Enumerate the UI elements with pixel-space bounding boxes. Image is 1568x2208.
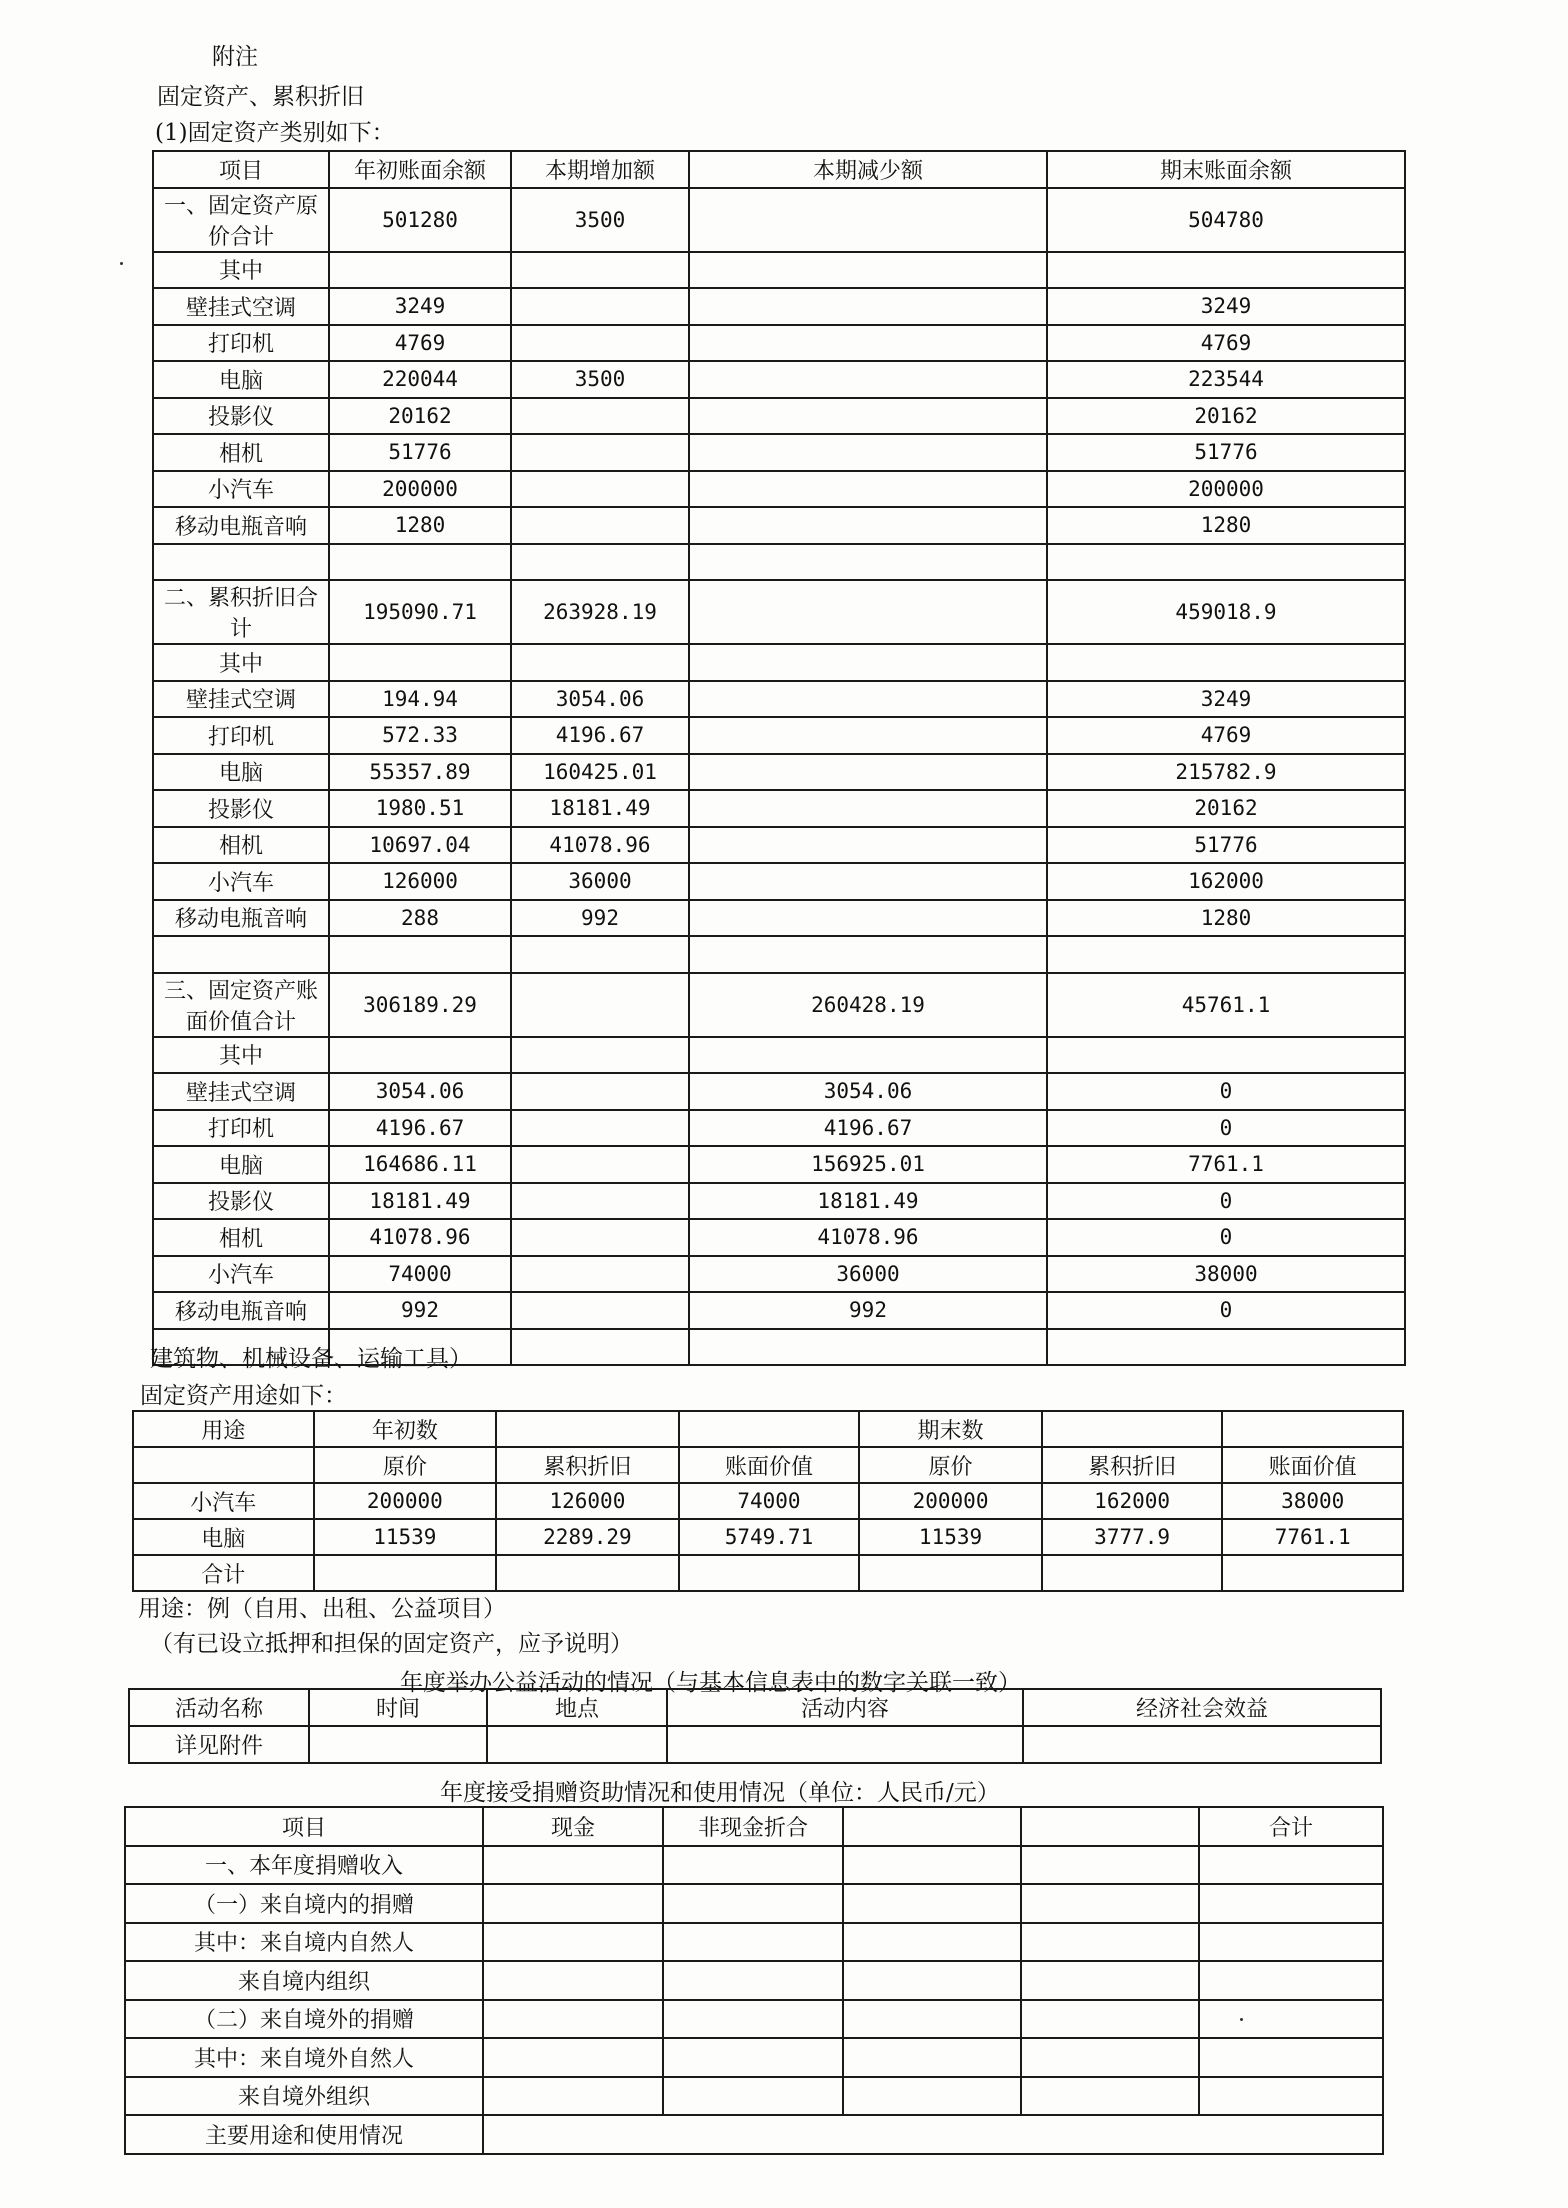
asset-row xyxy=(153,717,1405,754)
donation-cell xyxy=(1199,2038,1383,2077)
asset-cell-decrease xyxy=(689,900,1047,937)
asset-cell-end: 20162 xyxy=(1047,790,1405,827)
main-use-label: 主要用途和使用情况 xyxy=(125,2115,483,2154)
asset-cell-end: 51776 xyxy=(1047,434,1405,471)
usage-cell: 2289.29 xyxy=(496,1519,679,1555)
fuzhu-label: 附注 xyxy=(212,44,258,70)
usage-cell: 7761.1 xyxy=(1222,1519,1403,1555)
asset-cell-decrease xyxy=(689,361,1047,398)
asset-category-table xyxy=(152,150,1406,1366)
header-end-balance: 期末账面余额 xyxy=(1047,151,1405,188)
donation-cell xyxy=(843,1884,1021,1923)
usage-cell xyxy=(314,1555,497,1591)
usage-cell: 38000 xyxy=(1222,1483,1403,1519)
asset-cell-end: 459018.9 xyxy=(1047,580,1405,644)
asset-cell-begin: 20162 xyxy=(329,398,511,435)
asset-cell-end: 162000 xyxy=(1047,863,1405,900)
asset-cell-increase xyxy=(511,1146,689,1183)
usage-cell: 200000 xyxy=(859,1483,1042,1519)
asset-cell-increase xyxy=(511,252,689,289)
asset-cell-end: 0 xyxy=(1047,1110,1405,1147)
donation-title: 年度接受捐赠资助情况和使用情况（单位：人民币/元） xyxy=(440,1780,1000,1806)
asset-cell-label: 移动电瓶音响 xyxy=(153,900,329,937)
asset-cell-increase xyxy=(511,1256,689,1293)
asset-cell-end: 1280 xyxy=(1047,507,1405,544)
asset-row xyxy=(153,288,1405,325)
asset-cell-decrease: 3054.06 xyxy=(689,1073,1047,1110)
asset-cell-label: 三、固定资产账面价值合计 xyxy=(153,973,329,1037)
asset-cell-increase: 36000 xyxy=(511,863,689,900)
asset-row xyxy=(153,681,1405,718)
donation-cell xyxy=(843,1846,1021,1885)
usage-cell: 11539 xyxy=(314,1519,497,1555)
donation-cell xyxy=(1021,1846,1199,1885)
asset-cell-decrease: 36000 xyxy=(689,1256,1047,1293)
asset-cell-decrease: 156925.01 xyxy=(689,1146,1047,1183)
donation-row xyxy=(125,1846,1383,1885)
donation-cell xyxy=(663,2077,843,2116)
scan-speck xyxy=(120,262,123,265)
asset-subtitle: (1)固定资产类别如下： xyxy=(155,120,395,146)
asset-cell-increase xyxy=(511,1073,689,1110)
asset-cell-end: 0 xyxy=(1047,1073,1405,1110)
asset-row xyxy=(153,1073,1405,1110)
usage-cell: 3777.9 xyxy=(1042,1519,1223,1555)
asset-row xyxy=(153,434,1405,471)
donation-cell xyxy=(843,2077,1021,2116)
activity-header: 活动内容 xyxy=(667,1689,1023,1726)
asset-cell-end: 0 xyxy=(1047,1219,1405,1256)
asset-cell-increase xyxy=(511,288,689,325)
asset-cell-end: 7761.1 xyxy=(1047,1146,1405,1183)
asset-cell-increase xyxy=(511,325,689,362)
asset-cell-begin: 126000 xyxy=(329,863,511,900)
asset-cell-begin xyxy=(329,1037,511,1074)
donation-cell xyxy=(663,1923,843,1962)
donation-row-label: 其中：来自境外自然人 xyxy=(125,2038,483,2077)
asset-cell-increase: 992 xyxy=(511,900,689,937)
donation-row xyxy=(125,1961,1383,2000)
usage-example-note: 用途：例（自用、出租、公益项目） xyxy=(138,1596,506,1622)
asset-row xyxy=(153,471,1405,508)
asset-cell-begin: 501280 xyxy=(329,188,511,252)
donation-row-label: 来自境内组织 xyxy=(125,1961,483,2000)
asset-cell-label: 打印机 xyxy=(153,325,329,362)
asset-cell-increase: 160425.01 xyxy=(511,754,689,791)
usage-row xyxy=(133,1483,1403,1519)
asset-cell-label: 其中 xyxy=(153,252,329,289)
asset-row xyxy=(153,973,1405,1037)
donation-cell xyxy=(483,1961,663,2000)
donation-header: 项目 xyxy=(125,1807,483,1846)
activity-cell xyxy=(487,1726,667,1763)
asset-cell-end: 4769 xyxy=(1047,325,1405,362)
usage-cell xyxy=(859,1555,1042,1591)
asset-cell-label: 其中 xyxy=(153,644,329,681)
asset-cell-label: 其中 xyxy=(153,1037,329,1074)
asset-cell-increase xyxy=(511,544,689,581)
asset-cell-begin: 41078.96 xyxy=(329,1219,511,1256)
asset-cell-decrease xyxy=(689,188,1047,252)
donation-cell xyxy=(843,2000,1021,2039)
asset-cell-label: 相机 xyxy=(153,434,329,471)
asset-cell-increase xyxy=(511,936,689,973)
asset-cell-increase xyxy=(511,471,689,508)
end-group-header: 期末数 xyxy=(859,1411,1042,1447)
asset-cell-increase: 3500 xyxy=(511,188,689,252)
asset-cell-decrease xyxy=(689,434,1047,471)
donation-header xyxy=(843,1807,1021,1846)
asset-cell-increase xyxy=(511,1329,689,1366)
asset-cell-end xyxy=(1047,1329,1405,1366)
donation-row-label: 来自境外组织 xyxy=(125,2077,483,2116)
asset-kinds-note: 建筑物、机械设备、运输工具） xyxy=(150,1346,472,1372)
donation-cell xyxy=(1199,1846,1383,1885)
asset-cell-begin xyxy=(329,936,511,973)
donation-row-label: （二）来自境外的捐赠 xyxy=(125,2000,483,2039)
asset-cell-begin: 200000 xyxy=(329,471,511,508)
asset-cell-end: 3249 xyxy=(1047,681,1405,718)
asset-row xyxy=(153,252,1405,289)
activity-cell: 详见附件 xyxy=(129,1726,309,1763)
usage-cell: 162000 xyxy=(1042,1483,1223,1519)
asset-cell-increase xyxy=(511,1110,689,1147)
asset-cell-label: 移动电瓶音响 xyxy=(153,1292,329,1329)
asset-cell-increase: 3500 xyxy=(511,361,689,398)
asset-cell-increase xyxy=(511,1292,689,1329)
asset-cell-increase: 41078.96 xyxy=(511,827,689,864)
asset-row xyxy=(153,754,1405,791)
asset-cell-begin: 288 xyxy=(329,900,511,937)
asset-row xyxy=(153,1292,1405,1329)
sub-header: 累积折旧 xyxy=(496,1447,679,1483)
donation-cell xyxy=(483,1884,663,1923)
asset-cell-increase xyxy=(511,507,689,544)
donation-row xyxy=(125,2077,1383,2116)
usage-cell: 126000 xyxy=(496,1483,679,1519)
usage-row xyxy=(133,1519,1403,1555)
donation-cell xyxy=(1021,1884,1199,1923)
asset-row xyxy=(153,790,1405,827)
asset-cell-decrease: 992 xyxy=(689,1292,1047,1329)
asset-cell-begin xyxy=(329,644,511,681)
asset-cell-begin: 3054.06 xyxy=(329,1073,511,1110)
donation-cell xyxy=(1021,2038,1199,2077)
asset-cell-increase xyxy=(511,434,689,471)
asset-cell-begin: 1980.51 xyxy=(329,790,511,827)
activity-cell xyxy=(667,1726,1023,1763)
sub-header: 账面价值 xyxy=(1222,1447,1403,1483)
activity-header: 地点 xyxy=(487,1689,667,1726)
asset-cell-begin: 195090.71 xyxy=(329,580,511,644)
usage-cell xyxy=(496,1555,679,1591)
asset-cell-label: 相机 xyxy=(153,1219,329,1256)
asset-cell-decrease xyxy=(689,580,1047,644)
asset-row xyxy=(153,1037,1405,1074)
asset-cell-label: 壁挂式空调 xyxy=(153,288,329,325)
asset-cell-increase xyxy=(511,1219,689,1256)
asset-cell-decrease xyxy=(689,471,1047,508)
asset-cell-begin: 10697.04 xyxy=(329,827,511,864)
asset-cell-label: 打印机 xyxy=(153,717,329,754)
donation-cell xyxy=(1199,1884,1383,1923)
asset-cell-increase: 18181.49 xyxy=(511,790,689,827)
asset-cell-end: 215782.9 xyxy=(1047,754,1405,791)
usage-cell: 5749.71 xyxy=(679,1519,860,1555)
usage-row-label: 小汽车 xyxy=(133,1483,314,1519)
asset-cell-label: 壁挂式空调 xyxy=(153,681,329,718)
asset-cell-increase xyxy=(511,1037,689,1074)
donation-cell xyxy=(663,2038,843,2077)
asset-cell-begin: 572.33 xyxy=(329,717,511,754)
main-use-cell xyxy=(483,2115,1383,2154)
asset-row xyxy=(153,827,1405,864)
asset-cell-decrease xyxy=(689,288,1047,325)
asset-row xyxy=(153,188,1405,252)
asset-cell-decrease xyxy=(689,507,1047,544)
asset-cell-label: 壁挂式空调 xyxy=(153,1073,329,1110)
asset-cell-end: 0 xyxy=(1047,1183,1405,1220)
asset-row xyxy=(153,900,1405,937)
asset-cell-decrease: 41078.96 xyxy=(689,1219,1047,1256)
asset-cell-label: 电脑 xyxy=(153,754,329,791)
donation-row xyxy=(125,1923,1383,1962)
asset-cell-end xyxy=(1047,252,1405,289)
asset-row xyxy=(153,644,1405,681)
asset-cell-decrease: 4196.67 xyxy=(689,1110,1047,1147)
asset-cell-label: 一、固定资产原价合计 xyxy=(153,188,329,252)
header-decrease: 本期减少额 xyxy=(689,151,1047,188)
donation-header: 合计 xyxy=(1199,1807,1383,1846)
asset-cell-begin: 4196.67 xyxy=(329,1110,511,1147)
asset-cell-decrease xyxy=(689,1037,1047,1074)
asset-cell-label: 相机 xyxy=(153,827,329,864)
donation-table xyxy=(124,1806,1384,2155)
asset-cell-begin: 55357.89 xyxy=(329,754,511,791)
donation-cell xyxy=(843,1961,1021,2000)
asset-cell-label: 小汽车 xyxy=(153,1256,329,1293)
header-item: 项目 xyxy=(153,151,329,188)
asset-row xyxy=(153,398,1405,435)
asset-cell-decrease xyxy=(689,827,1047,864)
activity-cell xyxy=(1023,1726,1381,1763)
asset-row xyxy=(153,1146,1405,1183)
asset-cell-increase xyxy=(511,973,689,1037)
asset-cell-begin: 18181.49 xyxy=(329,1183,511,1220)
usage-cell xyxy=(1042,1555,1223,1591)
sub-header: 原价 xyxy=(859,1447,1042,1483)
asset-cell-end: 504780 xyxy=(1047,188,1405,252)
asset-cell-begin: 74000 xyxy=(329,1256,511,1293)
asset-cell-begin xyxy=(329,544,511,581)
donation-row-label: 一、本年度捐赠收入 xyxy=(125,1846,483,1885)
asset-cell-label: 小汽车 xyxy=(153,471,329,508)
usage-cell: 74000 xyxy=(679,1483,860,1519)
asset-cell-begin: 164686.11 xyxy=(329,1146,511,1183)
sub-header: 累积折旧 xyxy=(1042,1447,1223,1483)
donation-header: 现金 xyxy=(483,1807,663,1846)
usage-row xyxy=(133,1555,1403,1591)
asset-cell-decrease xyxy=(689,681,1047,718)
asset-cell-label: 投影仪 xyxy=(153,790,329,827)
asset-cell-increase xyxy=(511,398,689,435)
asset-cell-begin xyxy=(329,252,511,289)
section-title: 固定资产、累积折旧 xyxy=(157,84,364,110)
usage-cell: 11539 xyxy=(859,1519,1042,1555)
activity-header: 时间 xyxy=(309,1689,487,1726)
asset-cell-decrease xyxy=(689,717,1047,754)
asset-cell-begin: 220044 xyxy=(329,361,511,398)
asset-cell-end: 45761.1 xyxy=(1047,973,1405,1037)
asset-cell-end: 20162 xyxy=(1047,398,1405,435)
asset-cell-increase xyxy=(511,1183,689,1220)
asset-row xyxy=(153,1219,1405,1256)
donation-cell xyxy=(663,1884,843,1923)
donation-header xyxy=(1021,1807,1199,1846)
donation-row xyxy=(125,2038,1383,2077)
donation-row-label: （一）来自境内的捐赠 xyxy=(125,1884,483,1923)
asset-cell-label: 电脑 xyxy=(153,361,329,398)
asset-cell-end: 4769 xyxy=(1047,717,1405,754)
header-increase: 本期增加额 xyxy=(511,151,689,188)
donation-cell xyxy=(1199,1923,1383,1962)
asset-row xyxy=(153,1256,1405,1293)
donation-cell xyxy=(1199,2000,1383,2039)
asset-row xyxy=(153,863,1405,900)
asset-cell-end: 1280 xyxy=(1047,900,1405,937)
asset-cell-label: 电脑 xyxy=(153,1146,329,1183)
donation-cell xyxy=(1199,2077,1383,2116)
donation-cell xyxy=(1199,1961,1383,2000)
usage-cell: 200000 xyxy=(314,1483,497,1519)
asset-cell-end xyxy=(1047,1037,1405,1074)
donation-cell xyxy=(663,2000,843,2039)
asset-cell-decrease xyxy=(689,398,1047,435)
sub-header: 原价 xyxy=(314,1447,497,1483)
asset-cell-end: 51776 xyxy=(1047,827,1405,864)
donation-cell xyxy=(483,1846,663,1885)
usage-cell xyxy=(679,1555,860,1591)
asset-cell-begin: 51776 xyxy=(329,434,511,471)
mortgage-note: （有已设立抵押和担保的固定资产，应予说明） xyxy=(150,1631,633,1657)
asset-cell-decrease: 18181.49 xyxy=(689,1183,1047,1220)
asset-cell-end xyxy=(1047,936,1405,973)
asset-cell-label: 移动电瓶音响 xyxy=(153,507,329,544)
donation-cell xyxy=(483,1923,663,1962)
usage-row-label: 合计 xyxy=(133,1555,314,1591)
asset-cell-label: 小汽车 xyxy=(153,863,329,900)
activity-cell xyxy=(309,1726,487,1763)
asset-row xyxy=(153,361,1405,398)
donation-cell xyxy=(483,2077,663,2116)
asset-cell-decrease xyxy=(689,544,1047,581)
scan-speck xyxy=(1240,2018,1243,2021)
asset-cell-increase: 4196.67 xyxy=(511,717,689,754)
donation-row xyxy=(125,2000,1383,2039)
donation-cell xyxy=(663,1846,843,1885)
activities-table xyxy=(128,1688,1382,1764)
donation-cell xyxy=(483,2038,663,2077)
asset-cell-end: 223544 xyxy=(1047,361,1405,398)
donation-cell xyxy=(1021,1923,1199,1962)
sub-header: 账面价值 xyxy=(679,1447,860,1483)
usage-title: 固定资产用途如下： xyxy=(140,1383,347,1409)
asset-cell-end xyxy=(1047,544,1405,581)
asset-cell-label: 打印机 xyxy=(153,1110,329,1147)
asset-cell-begin: 4769 xyxy=(329,325,511,362)
asset-cell-decrease xyxy=(689,1329,1047,1366)
donation-header: 非现金折合 xyxy=(663,1807,843,1846)
asset-cell-decrease xyxy=(689,252,1047,289)
asset-row xyxy=(153,1110,1405,1147)
donation-cell xyxy=(663,1961,843,2000)
asset-cell-label: 二、累积折旧合计 xyxy=(153,580,329,644)
asset-cell-begin: 3249 xyxy=(329,288,511,325)
asset-cell-label: 投影仪 xyxy=(153,1183,329,1220)
donation-cell xyxy=(843,2038,1021,2077)
asset-usage-table xyxy=(132,1410,1404,1592)
activity-header: 经济社会效益 xyxy=(1023,1689,1381,1726)
asset-cell-end: 0 xyxy=(1047,1292,1405,1329)
asset-row xyxy=(153,580,1405,644)
asset-cell-decrease xyxy=(689,790,1047,827)
donation-cell xyxy=(1021,1961,1199,2000)
asset-cell-decrease xyxy=(689,325,1047,362)
asset-cell-decrease xyxy=(689,936,1047,973)
usage-cell xyxy=(1222,1555,1403,1591)
asset-cell-label: 投影仪 xyxy=(153,398,329,435)
asset-cell-end: 200000 xyxy=(1047,471,1405,508)
asset-cell-decrease: 260428.19 xyxy=(689,973,1047,1037)
begin-group-header: 年初数 xyxy=(314,1411,497,1447)
asset-cell-label xyxy=(153,544,329,581)
asset-cell-increase xyxy=(511,644,689,681)
asset-cell-end xyxy=(1047,644,1405,681)
asset-row xyxy=(153,1183,1405,1220)
asset-row xyxy=(153,544,1405,581)
usage-header: 用途 xyxy=(133,1411,314,1447)
usage-row-label: 电脑 xyxy=(133,1519,314,1555)
donation-cell xyxy=(1021,2077,1199,2116)
activity-header: 活动名称 xyxy=(129,1689,309,1726)
asset-row xyxy=(153,507,1405,544)
asset-cell-increase: 3054.06 xyxy=(511,681,689,718)
donation-row-label: 其中：来自境内自然人 xyxy=(125,1923,483,1962)
asset-cell-end: 3249 xyxy=(1047,288,1405,325)
asset-row xyxy=(153,325,1405,362)
asset-cell-begin: 194.94 xyxy=(329,681,511,718)
asset-cell-begin: 992 xyxy=(329,1292,511,1329)
asset-cell-increase: 263928.19 xyxy=(511,580,689,644)
asset-cell-decrease xyxy=(689,754,1047,791)
asset-cell-decrease xyxy=(689,863,1047,900)
asset-cell-begin: 306189.29 xyxy=(329,973,511,1037)
activities-title: 年度举办公益活动的情况（与基本信息表中的数字关联一致） xyxy=(400,1670,1021,1696)
asset-cell-begin: 1280 xyxy=(329,507,511,544)
asset-cell-decrease xyxy=(689,644,1047,681)
donation-cell xyxy=(483,2000,663,2039)
header-begin-balance: 年初账面余额 xyxy=(329,151,511,188)
asset-cell-end: 38000 xyxy=(1047,1256,1405,1293)
donation-cell xyxy=(843,1923,1021,1962)
asset-cell-label xyxy=(153,936,329,973)
donation-row xyxy=(125,1884,1383,1923)
donation-cell xyxy=(1021,2000,1199,2039)
asset-row xyxy=(153,936,1405,973)
